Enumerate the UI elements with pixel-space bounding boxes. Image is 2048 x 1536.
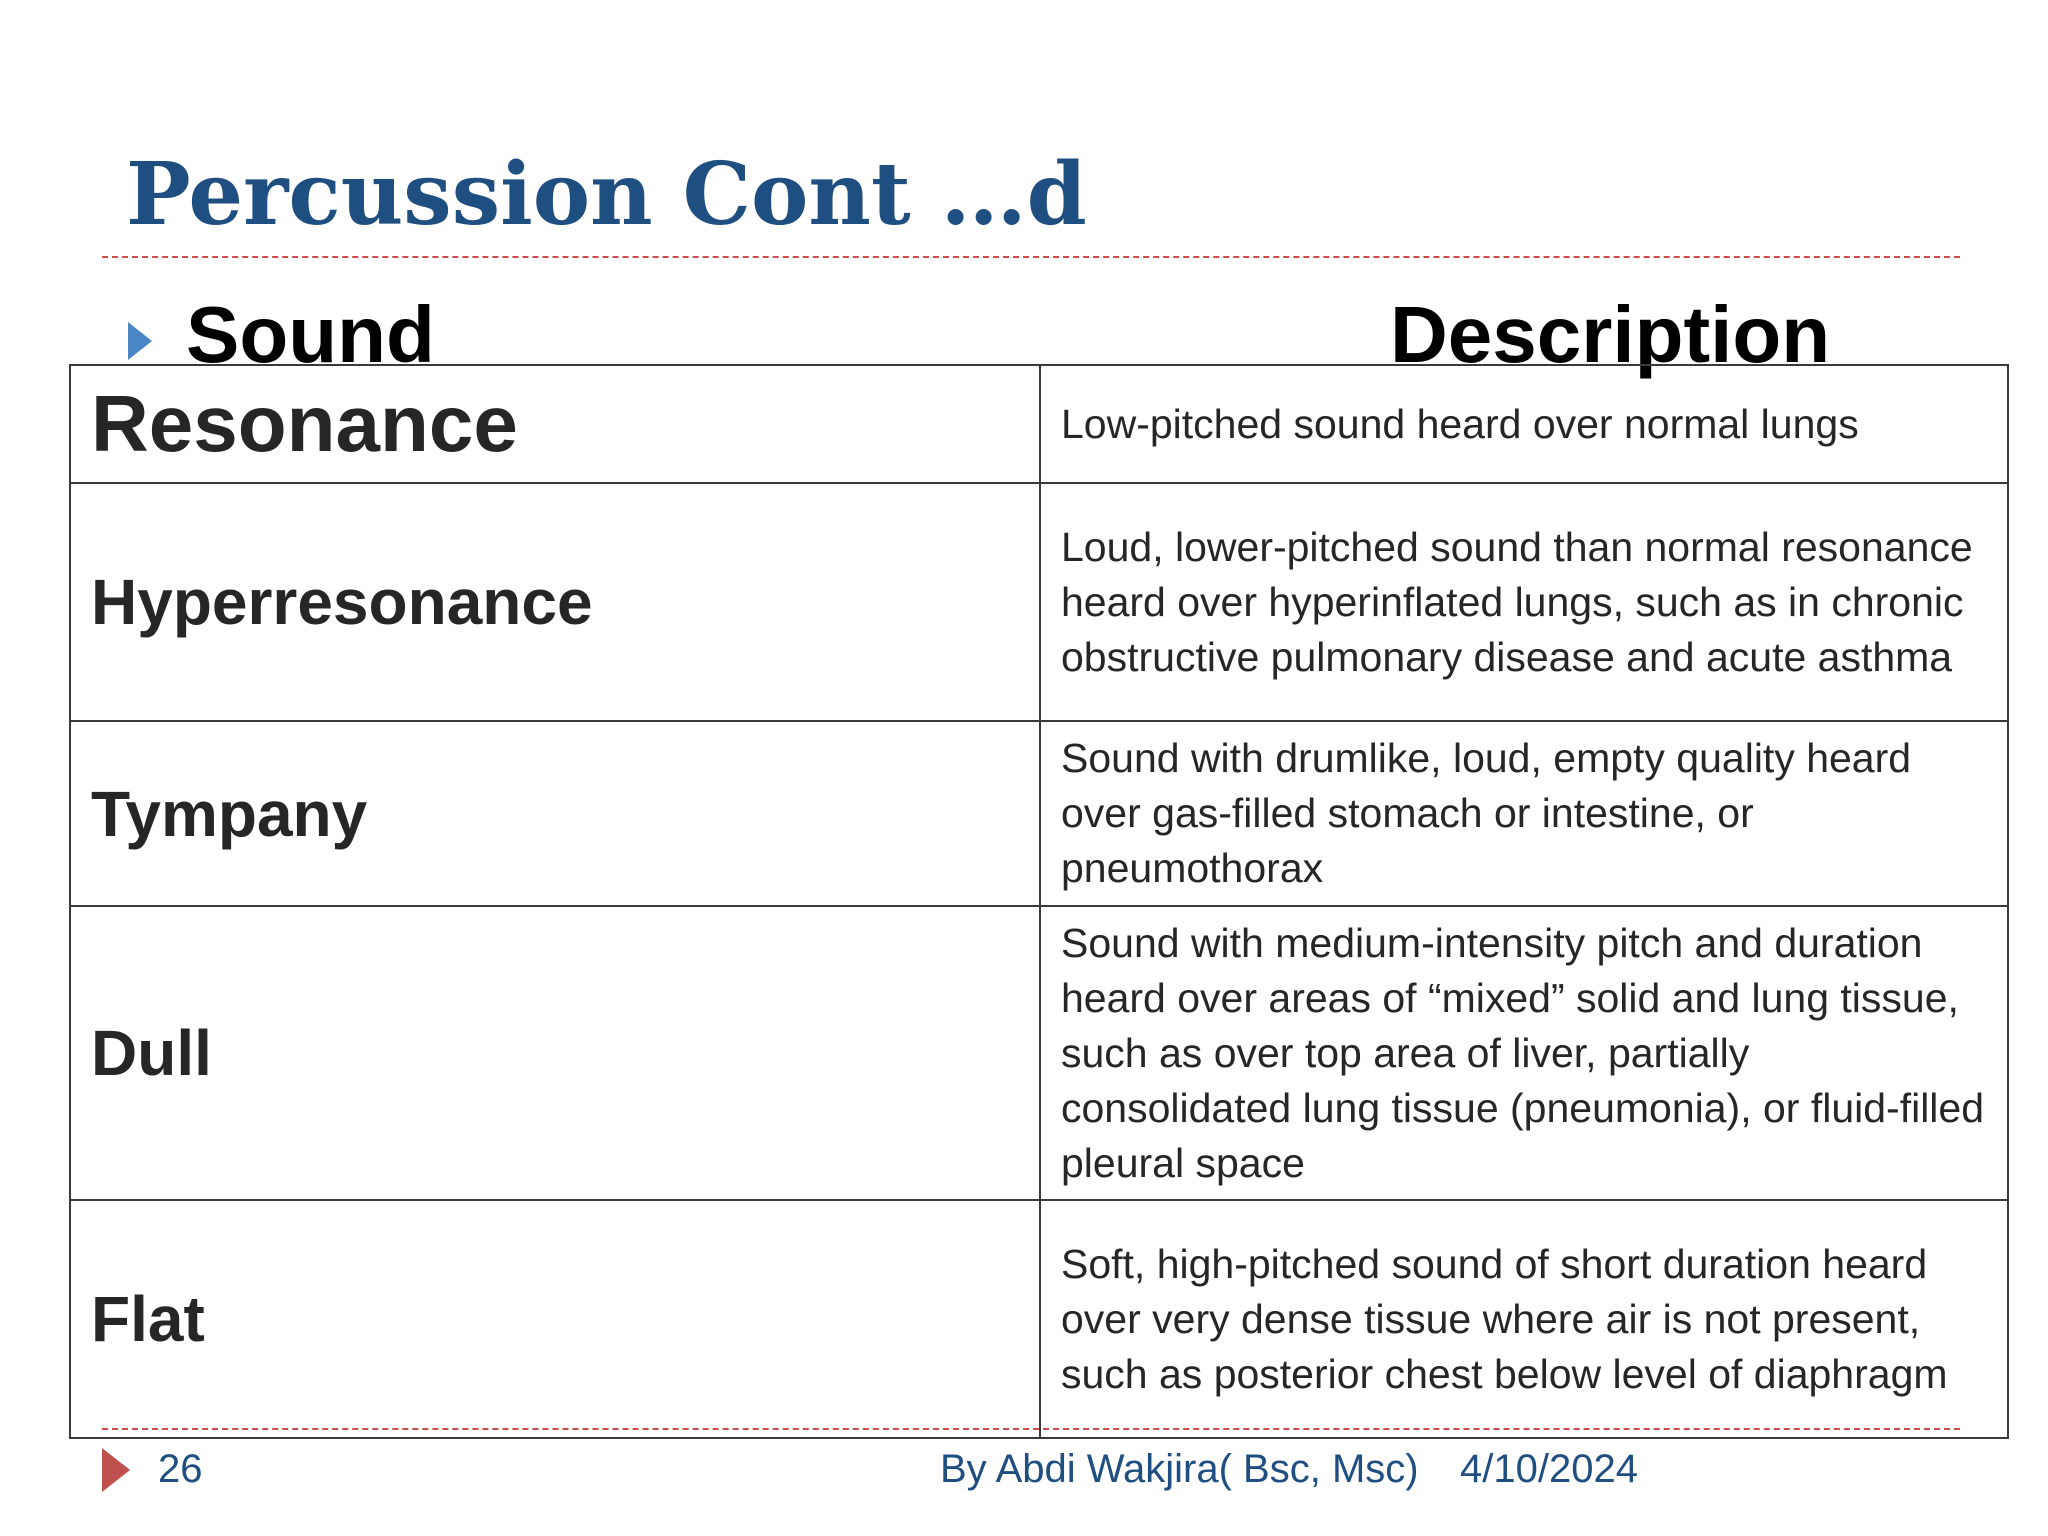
- column-header-sound: Sound: [186, 290, 435, 379]
- table-row: [70, 483, 2008, 721]
- table-row: [70, 906, 2008, 1200]
- table-row: [70, 365, 2008, 483]
- footer-divider: [102, 1428, 1960, 1430]
- sound-name: Dull: [70, 906, 1040, 1200]
- sound-description: Sound with drumlike, loud, empty quality heard over gas-filled stomach or intestine, or pneumothorax: [1040, 721, 2008, 906]
- table-row: [70, 721, 2008, 906]
- title-divider: [102, 256, 1960, 258]
- sound-name: Tympany: [70, 721, 1040, 906]
- sound-description: Soft, high-pitched sound of short duration heard over very dense tissue where air is not present, such as posterior chest below level of diaphragm: [1040, 1200, 2008, 1438]
- sound-name: Flat: [70, 1200, 1040, 1438]
- column-header-description: Description: [1390, 290, 1831, 379]
- slide-title: Percussion Cont …d: [126, 144, 1087, 245]
- footer-author: By Abdi Wakjira( Bsc, Msc): [940, 1447, 1419, 1491]
- bullet-arrow-icon: [128, 322, 152, 360]
- sound-description: Sound with medium-intensity pitch and duration heard over areas of “mixed” solid and lung tissue, such as over top area of liver, partially consolidated lung tissue (pneumonia), or fluid-filled pleural space: [1040, 906, 2008, 1200]
- percussion-sounds-table: [69, 364, 2009, 1439]
- sound-name: Resonance: [70, 365, 1040, 483]
- sound-description: Low-pitched sound heard over normal lungs: [1040, 365, 2008, 483]
- footer-date: 4/10/2024: [1460, 1447, 1638, 1491]
- sound-name: Hyperresonance: [70, 483, 1040, 721]
- table-row: [70, 1200, 2008, 1438]
- footer-arrow-icon: [102, 1448, 130, 1492]
- page-number: 26: [158, 1447, 203, 1491]
- sound-description: Loud, lower-pitched sound than normal resonance heard over hyperinflated lungs, such as in chronic obstructive pulmonary disease and acute asthma: [1040, 483, 2008, 721]
